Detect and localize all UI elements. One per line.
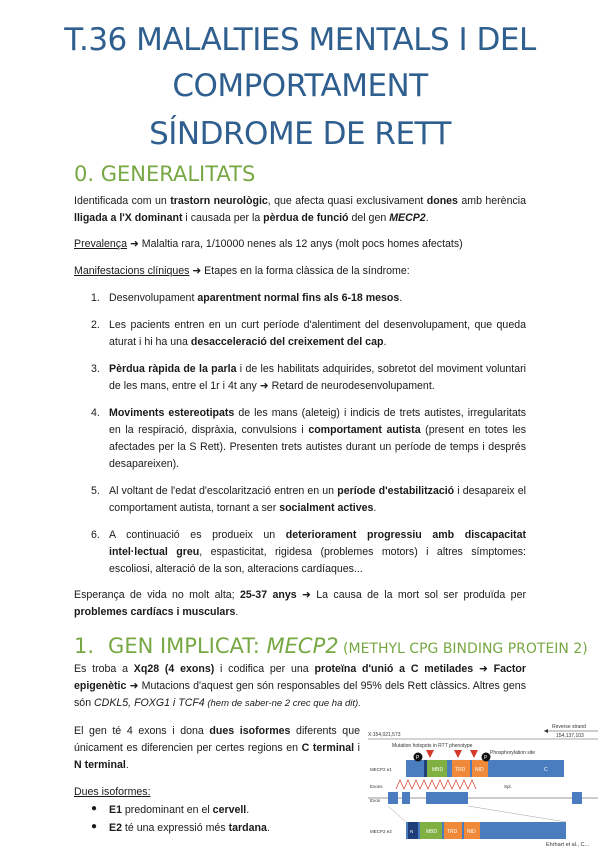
isoform-link (468, 806, 566, 822)
page-title-line-1: T.36 MALALTIES MENTALS I DEL (64, 22, 536, 58)
exon-2 (402, 792, 410, 804)
list-item: 6. A continuació es produeix un deteriorament progressiu amb discapacitat intel·lectual greu, espasticitat, rigidesa (problemes motors) i altres símptomes: escoliosi, alteració de la son, alteracions cardíaques... (91, 529, 526, 575)
c-terminal-label: C (544, 767, 548, 773)
trd-label: TRD (455, 767, 466, 773)
exon-1 (388, 792, 398, 804)
splice-label: Spl. (504, 784, 512, 789)
exon-label: Exon (370, 798, 381, 803)
list-item: 3. Pèrdua ràpida de la parla i de les habilitats adquirides, sobretot del moviment voluntari de les mans, entre el 1r i 4t any ➜ Retard de neurodesenvolupament. (91, 363, 526, 392)
section-1-heading: 1. GEN IMPLICAT: MECP2 (METHYL CPG BINDING PROTEIN 2) (74, 634, 588, 658)
isoforms-label: Dues isoformes: (74, 786, 151, 798)
list-item: 1. Desenvolupament aparentment normal fins als 6-18 mesos. (91, 292, 403, 304)
phospho-label: P (416, 755, 420, 761)
n-terminal-label: N (410, 829, 414, 834)
figure-citation: Ehrhart et al., C... (546, 842, 590, 848)
exons-paragraph: El gen té 4 exons i dona dues isoformes diferents que únicament es diferencien per certes regions en C terminal i N terminal. (74, 725, 361, 771)
page-title-line-2: COMPORTAMENT (172, 68, 428, 104)
prevalence-paragraph: Prevalença ➜ Malaltia rara, 1/10000 nenes als 12 anys (molt pocs homes afectats) (74, 238, 463, 250)
mutation-label: Mutation hotspots in RTT phenotype (392, 743, 473, 749)
list-item: ● E1 predominant en el cervell. (91, 803, 250, 816)
exon-3 (426, 792, 468, 804)
mutation-hotspot (426, 750, 434, 758)
section-0-heading: 0. GENERALITATS (74, 162, 256, 186)
gene-paragraph: Es troba a Xq28 (4 exons) i codifica per una proteïna d'unió a C metilades ➜ Factor epigenètic ➜ Mutacions d'aquest gen són responsables del 95% dels Rett clàssics. Altres gens són CDKL5, FOXG1 i TCF4 (hem de saber-ne 2 crec que ha dit). (74, 663, 527, 709)
coord-right-label: 154,137,103 (556, 733, 584, 739)
mbd-label: MBD (432, 767, 444, 773)
list-item: 2. Les pacients entren en un curt període d'alentiment del desenvolupament, que queda aturat i hi ha una desacceleració del creixement del cap. (91, 319, 526, 348)
mecp2-gene-diagram (366, 722, 600, 848)
phospho-label: P (484, 755, 488, 761)
list-item: ● E2 té una expressió més tardana. (91, 821, 270, 834)
mbd-label: MBD (426, 829, 438, 835)
track3-label: MECP2 e2 (370, 829, 392, 834)
page-title-line-3: SÍNDROME DE RETT (149, 116, 451, 152)
reverse-strand-label: Reverse strand (552, 724, 586, 730)
manifestations-paragraph: Manifestacions clíniques ➜ Etapes en la forma clàssica de la síndrome: (74, 265, 410, 277)
nid-label: NID (475, 767, 484, 773)
trd-label: TRD (447, 829, 458, 835)
isoform-link (388, 806, 406, 822)
exon-4 (572, 792, 582, 804)
phos-label: Phosphorylation site (490, 750, 536, 756)
coord-left-label: X:154,021,573 (368, 732, 401, 738)
intro-paragraph: Identificada com un trastorn neurològic, que afecta quasi exclusivament dones amb herència lligada a l'X dominant i causada per la pèrdua de funció del gen MECP2. (74, 195, 527, 224)
track2-label: Exons (370, 784, 383, 789)
life-expectancy-paragraph: Esperança de vida no molt alta; 25-37 anys ➜ La causa de la mort sol ser produïda per problemes cardíacs i musculars. (74, 589, 526, 618)
mutation-hotspot (454, 750, 462, 758)
nid-label: NID (467, 829, 476, 835)
list-item: 5. Al voltant de l'edat d'escolarització entren en un període d'estabilització i desapareix el comportament autista, tornant a ser socialment actives. (91, 485, 526, 514)
list-item: 4. Moviments estereotipats de les mans (aleteig) i indicis de trets autistes, irregularitats en la respiració, dispràxia, convulsions i comportament autista (present en totes les afectades per la S Rett). Presenten trets autistes durant un període de temps i després desapareixen). (91, 407, 527, 470)
mutation-spread (396, 780, 476, 789)
track1-label: MECP2 e1 (370, 767, 392, 772)
strand-arrow-head (544, 729, 548, 733)
mutation-hotspot (470, 750, 478, 758)
